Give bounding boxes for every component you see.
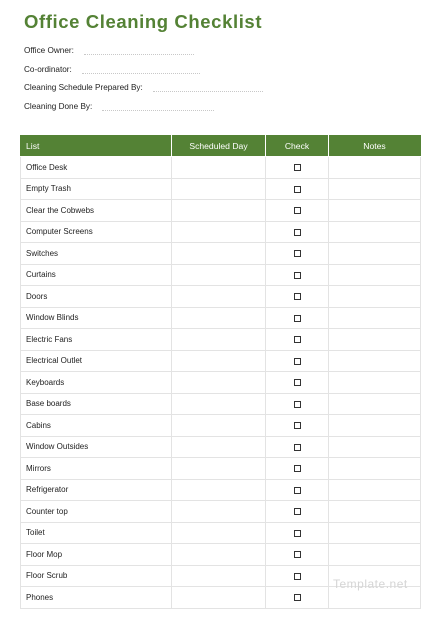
table-row [21,415,421,437]
task-label: Switches [21,243,172,265]
scheduled-day-cell[interactable] [172,522,266,544]
check-cell [266,157,329,179]
task-label: Phones [21,587,172,609]
header-check: Check [266,136,329,157]
task-label: Curtains [21,264,172,286]
checkbox[interactable] [294,229,301,236]
check-cell [266,200,329,222]
table-row [21,243,421,265]
check-cell [266,544,329,566]
scheduled-day-cell[interactable] [172,565,266,587]
header-list: List [21,136,172,157]
field-label: Cleaning Schedule Prepared By: [24,83,143,92]
field-label: Office Owner: [24,46,74,55]
task-label: Keyboards [21,372,172,394]
check-cell [266,329,329,351]
scheduled-day-cell[interactable] [172,350,266,372]
scheduled-day-cell[interactable] [172,221,266,243]
notes-cell[interactable] [329,415,421,437]
table-row [21,350,421,372]
task-label: Window Blinds [21,307,172,329]
notes-cell[interactable] [329,544,421,566]
checkbox[interactable] [294,207,301,214]
notes-cell[interactable] [329,307,421,329]
scheduled-day-cell[interactable] [172,372,266,394]
check-cell [266,286,329,308]
task-label: Electric Fans [21,329,172,351]
scheduled-day-cell[interactable] [172,393,266,415]
header-notes: Notes [329,136,421,157]
task-label: Base boards [21,393,172,415]
task-label: Mirrors [21,458,172,480]
info-fields [24,46,263,120]
notes-cell[interactable] [329,393,421,415]
table-row [21,178,421,200]
checkbox[interactable] [294,594,301,601]
task-label: Floor Scrub [21,565,172,587]
checkbox[interactable] [294,530,301,537]
field-cleaning-done-by [24,102,263,121]
scheduled-day-cell[interactable] [172,501,266,523]
notes-cell[interactable] [329,522,421,544]
check-cell [266,587,329,609]
scheduled-day-cell[interactable] [172,544,266,566]
table-row [21,157,421,179]
task-label: Office Desk [21,157,172,179]
scheduled-day-cell[interactable] [172,307,266,329]
task-label: Computer Screens [21,221,172,243]
table-row [21,436,421,458]
document-title: Office Cleaning Checklist [24,11,263,32]
field-label: Cleaning Done By: [24,101,93,111]
check-cell [266,522,329,544]
table-row [21,329,421,351]
check-cell [266,221,329,243]
check-cell [266,393,329,415]
notes-cell[interactable] [329,243,421,265]
table-row [21,501,421,523]
task-label: Empty Trash [21,178,172,200]
checkbox[interactable] [294,336,301,343]
scheduled-day-cell[interactable] [172,329,266,351]
checkbox[interactable] [294,551,301,558]
notes-cell[interactable] [329,178,421,200]
notes-cell[interactable] [329,501,421,523]
scheduled-day-cell[interactable] [172,587,266,609]
table-row [21,372,421,394]
table-row [21,393,421,415]
table-row [21,479,421,501]
checkbox[interactable] [294,250,301,257]
fill-line [84,46,194,55]
table-row [21,221,421,243]
notes-cell[interactable] [329,329,421,351]
notes-cell[interactable] [329,436,421,458]
checkbox[interactable] [294,358,301,365]
field-schedule-prepared-by [24,83,263,102]
task-label: Counter top [21,501,172,523]
scheduled-day-cell[interactable] [172,264,266,286]
field-coordinator [24,65,263,84]
table-row [21,286,421,308]
check-cell [266,178,329,200]
task-label: Clear the Cobwebs [21,200,172,222]
notes-cell[interactable] [329,157,421,179]
table-row [21,200,421,222]
scheduled-day-cell[interactable] [172,286,266,308]
checkbox[interactable] [294,379,301,386]
watermark: Template.net [333,577,408,591]
scheduled-day-cell[interactable] [172,243,266,265]
checkbox[interactable] [294,164,301,171]
check-cell [266,565,329,587]
check-cell [266,243,329,265]
checkbox[interactable] [294,401,301,408]
checkbox[interactable] [294,422,301,429]
check-cell [266,458,329,480]
task-label: Window Outsides [21,436,172,458]
scheduled-day-cell[interactable] [172,200,266,222]
check-cell [266,264,329,286]
checkbox[interactable] [294,293,301,300]
table-header-row [21,136,421,157]
checkbox[interactable] [294,272,301,279]
checkbox[interactable] [294,465,301,472]
field-office-owner [24,46,263,65]
task-label: Toilet [21,522,172,544]
checkbox[interactable] [294,508,301,515]
table-row [21,522,421,544]
notes-cell[interactable] [329,479,421,501]
field-label: Co-ordinator: [24,64,72,74]
scheduled-day-cell[interactable] [172,157,266,179]
checkbox[interactable] [294,315,301,322]
check-cell [266,501,329,523]
scheduled-day-cell[interactable] [172,436,266,458]
notes-cell[interactable] [329,221,421,243]
check-cell [266,436,329,458]
notes-cell[interactable] [329,200,421,222]
header-scheduled-day: Scheduled Day [172,136,266,157]
task-label: Floor Mop [21,544,172,566]
task-label: Doors [21,286,172,308]
scheduled-day-cell[interactable] [172,178,266,200]
scheduled-day-cell[interactable] [172,479,266,501]
notes-cell[interactable] [329,372,421,394]
check-cell [266,479,329,501]
table-row [21,458,421,480]
notes-cell[interactable] [329,264,421,286]
table-row [21,544,421,566]
check-cell [266,350,329,372]
checkbox[interactable] [294,186,301,193]
checkbox[interactable] [294,487,301,494]
fill-line [102,102,214,111]
check-cell [266,372,329,394]
task-label: Electrical Outlet [21,350,172,372]
scheduled-day-cell[interactable] [172,458,266,480]
check-cell [266,307,329,329]
notes-cell[interactable] [329,458,421,480]
notes-cell[interactable] [329,286,421,308]
scheduled-day-cell[interactable] [172,415,266,437]
checklist-table [20,135,421,609]
fill-line [82,65,200,74]
checkbox[interactable] [294,573,301,580]
table-row [21,307,421,329]
check-cell [266,415,329,437]
task-label: Refrigerator [21,479,172,501]
table-row [21,264,421,286]
task-label: Cabins [21,415,172,437]
checkbox[interactable] [294,444,301,451]
fill-line [153,83,263,92]
notes-cell[interactable] [329,350,421,372]
